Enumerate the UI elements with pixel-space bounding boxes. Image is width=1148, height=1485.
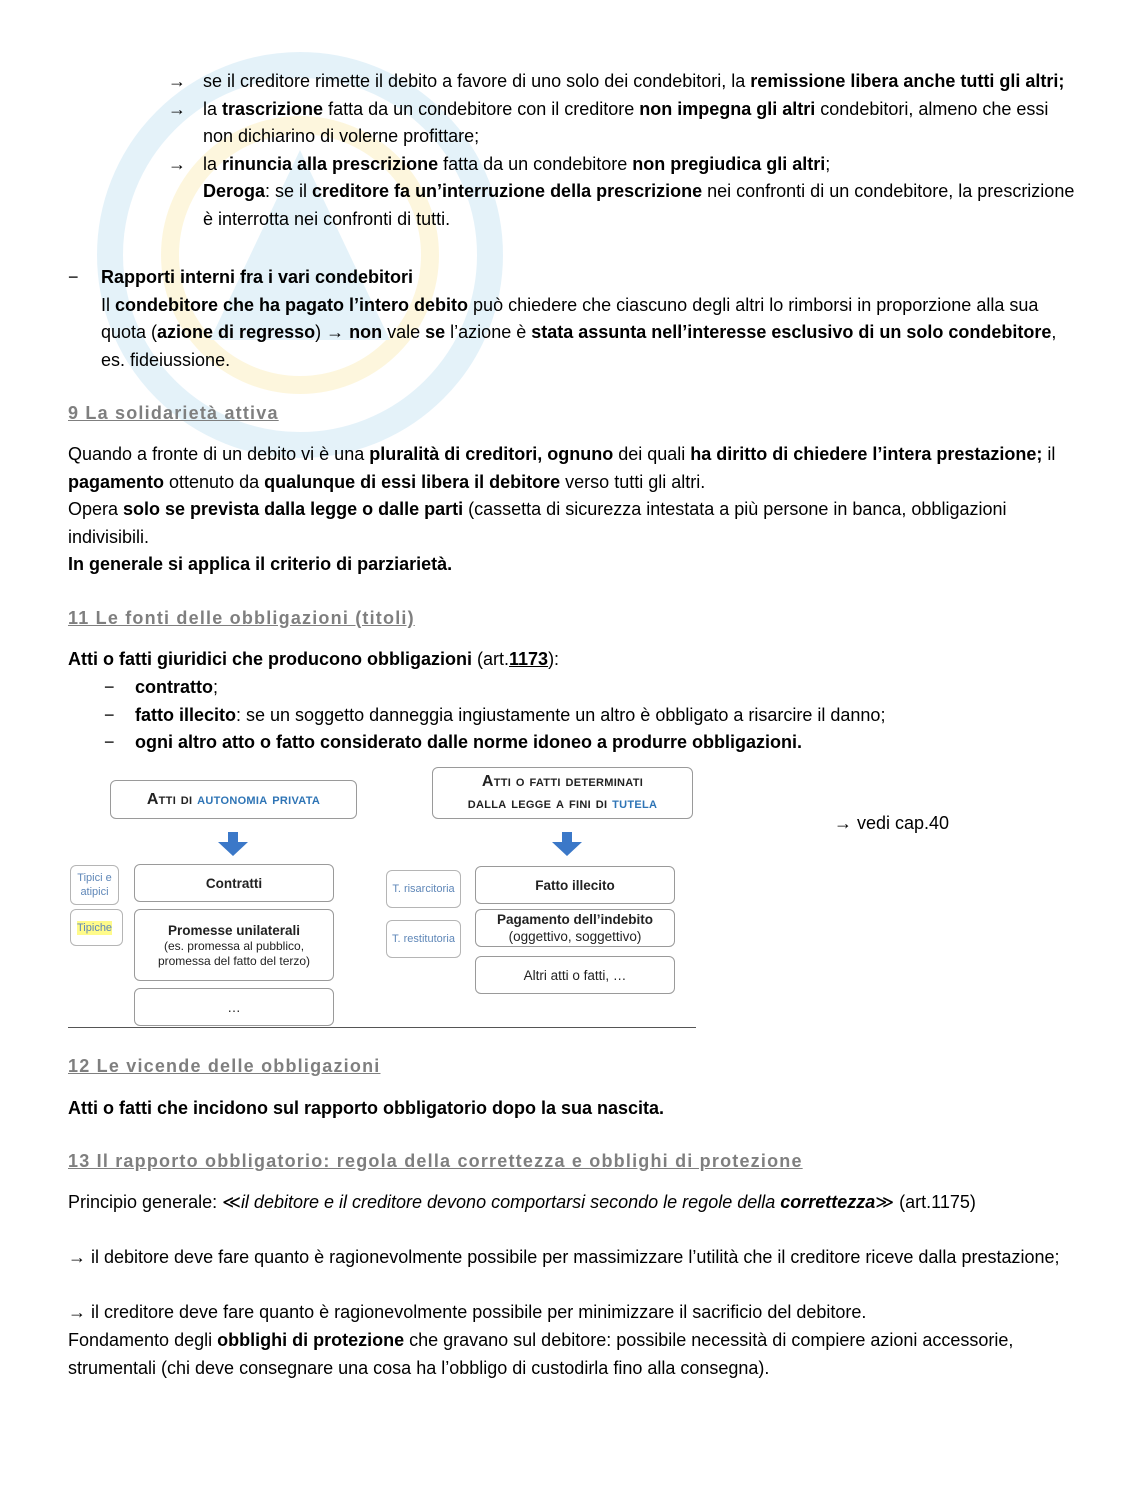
dash-marker: − bbox=[104, 677, 115, 697]
text: T. risarcitoria bbox=[392, 883, 455, 895]
section-13-paragraph-3: → il creditore deve fare quanto è ragionevolmente possibile per minimizzare il sacrificio del debitore. bbox=[68, 1302, 867, 1322]
text: autonomia privata bbox=[197, 790, 321, 808]
text: che gravano sul debitore: possibile necessità di compiere azioni accessorie, strumentali (chi deve consegnare una cosa ha l’obbligo di custodirla fino alla consegna). bbox=[68, 1330, 1014, 1378]
arrow-marker: → bbox=[168, 153, 186, 174]
dash-marker: − bbox=[68, 267, 79, 287]
bold-text: Pagamento dell’indebito bbox=[496, 912, 653, 927]
pagamento-indebito-box bbox=[475, 909, 675, 947]
text: ottenuto da bbox=[164, 471, 265, 492]
text: (es. promessa al pubblico, promessa del fatto del terzo) bbox=[157, 938, 311, 968]
bold-text: non impegna gli altri bbox=[639, 98, 816, 119]
rapporti-paragraph bbox=[101, 292, 1058, 375]
arrow-item bbox=[168, 96, 1078, 151]
text: Principio generale: ≪ bbox=[68, 1192, 241, 1212]
altri-atti-box bbox=[475, 956, 675, 994]
dash-marker: − bbox=[104, 732, 115, 752]
section-9-paragraph-2 bbox=[68, 496, 1048, 551]
bold-text: ha diritto di chiedere l’intera prestazione; bbox=[690, 444, 1043, 464]
text: dalla legge a fini di bbox=[467, 795, 613, 812]
bold-text: azione di regresso bbox=[157, 322, 316, 342]
bold-text: creditore fa un’interruzione della prescrizione bbox=[312, 181, 703, 201]
down-arrow-icon bbox=[552, 832, 582, 856]
fatto-illecito-box bbox=[475, 866, 675, 904]
section-9-paragraph-3 bbox=[68, 551, 1068, 579]
text: : se un soggetto danneggia ingiustamente un altro è obbligato a risarcire il danno; bbox=[236, 704, 886, 725]
bold-text: se bbox=[425, 322, 446, 342]
arrow-marker: → bbox=[168, 71, 186, 91]
text: ) → bbox=[315, 322, 350, 342]
text: Fondamento degli bbox=[68, 1330, 218, 1350]
bold-text: remissione libera anche tutti gli altri; bbox=[750, 71, 1065, 91]
arrow-item bbox=[168, 151, 1078, 234]
text: Atti di bbox=[146, 790, 198, 808]
bold-text: fatto illecito bbox=[135, 704, 237, 725]
section-9-paragraph-1 bbox=[68, 441, 1068, 496]
section-11-intro bbox=[68, 646, 1068, 674]
section-9-heading: 9 La solidarietà attiva bbox=[68, 403, 279, 423]
text: : se il bbox=[265, 181, 313, 201]
bold-text: Atti o fatti che incidono sul rapporto obbligatorio dopo la sua nascita. bbox=[68, 1098, 665, 1118]
section-12-paragraph bbox=[68, 1095, 1068, 1123]
bold-text: qualunque di essi libera il debitore bbox=[264, 471, 561, 492]
bold-text: stata assunta nell’interesse esclusivo di un solo condebitore bbox=[531, 322, 1052, 342]
diagram-baseline bbox=[68, 1027, 696, 1028]
text: ): bbox=[548, 649, 560, 669]
text: T. restitutoria bbox=[392, 933, 455, 945]
vedi-cap-note: → vedi cap.40 bbox=[834, 813, 950, 833]
text: (cassetta di sicurezza intestata a più persone in banca, obbligazioni indivisibili. bbox=[68, 499, 1007, 547]
bold-text: contratto bbox=[135, 677, 213, 697]
bold-italic-text: correttezza bbox=[780, 1192, 876, 1212]
text: nei confronti di un condebitore, la prescrizione è interrotta nei confronti di tutti. bbox=[203, 181, 1075, 229]
text: dei quali bbox=[613, 444, 691, 464]
text: il bbox=[1042, 444, 1056, 464]
bold-text: solo se prevista dalla legge o dalle parti bbox=[123, 499, 464, 519]
text: Contratti bbox=[205, 875, 263, 891]
text: Quando a fronte di un debito vi è una bbox=[68, 444, 370, 464]
contratti-box bbox=[134, 864, 334, 902]
text: , es. fideiussione. bbox=[101, 322, 1057, 370]
section-13-paragraph-1 bbox=[68, 1189, 1028, 1217]
text: se il creditore rimette il debito a favore di uno solo dei condebitori, la bbox=[203, 71, 751, 91]
text: ; bbox=[825, 153, 831, 174]
bold-text: Deroga bbox=[203, 181, 266, 201]
rapporti-title: Rapporti interni fra i vari condebitori bbox=[101, 267, 414, 287]
bold-text: trascrizione bbox=[222, 98, 324, 119]
text: (oggettivo, soggettivo) bbox=[508, 929, 642, 944]
list-item bbox=[104, 674, 885, 702]
bold-text: non pregiudica gli altri bbox=[632, 153, 826, 174]
dash-marker: − bbox=[104, 704, 115, 725]
list-item bbox=[104, 729, 885, 757]
bold-text: Promesse unilaterali bbox=[167, 922, 301, 938]
deroga-paragraph bbox=[203, 178, 1078, 233]
text: vale bbox=[382, 322, 426, 342]
section-13-paragraph-4 bbox=[68, 1327, 1068, 1382]
section-13-heading: 13 Il rapporto obbligatorio: regola della correttezza e obblighi di protezione bbox=[68, 1151, 803, 1171]
text: ≫ (art.1175) bbox=[875, 1192, 976, 1212]
ellipsis-box bbox=[134, 988, 334, 1026]
text: Tipici e atipici bbox=[77, 872, 112, 898]
text: fatta da un condebitore bbox=[438, 153, 633, 174]
bold-text: In generale si applica il criterio di parziarietà. bbox=[68, 554, 453, 574]
rapporti-interni-block bbox=[68, 264, 1058, 374]
bold-text: pagamento bbox=[68, 471, 165, 492]
arrow-item bbox=[168, 68, 1078, 96]
fonti-list bbox=[104, 674, 885, 757]
text: può chiedere che ciascuno degli altri lo rimborsi in proporzione alla sua quota ( bbox=[101, 294, 1039, 342]
section-13-paragraph-2: → il debitore deve fare quanto è ragionevolmente possibile per massimizzare l’utilità che il creditore riceve dalla prestazione; bbox=[68, 1247, 1060, 1267]
article-link[interactable]: 1173 bbox=[509, 649, 549, 669]
list-item bbox=[104, 702, 885, 730]
text: condebitori, almeno che essi non dichiarino di volerne profittare; bbox=[203, 98, 1049, 146]
text: tutela bbox=[612, 795, 658, 812]
bold-text: pluralità di creditori, ognuno bbox=[369, 444, 614, 464]
bold-text: rinuncia alla prescrizione bbox=[222, 153, 439, 174]
text: fatta da un condebitore con il creditore bbox=[323, 98, 640, 119]
tag-tipiche bbox=[70, 909, 123, 946]
text: Atti o fatti determinati bbox=[481, 773, 644, 790]
down-arrow-icon bbox=[218, 832, 248, 856]
tag-risarcitoria bbox=[386, 870, 461, 908]
dash-item bbox=[68, 264, 1058, 374]
text: verso tutti gli altri. bbox=[560, 471, 706, 492]
text: ; bbox=[213, 677, 219, 697]
text: l’azione è bbox=[445, 322, 532, 342]
text: … bbox=[227, 999, 241, 1015]
section-11-heading: 11 Le fonti delle obbligazioni (titoli) bbox=[68, 608, 415, 628]
fonti-diagram bbox=[68, 764, 696, 1028]
text: (art. bbox=[471, 649, 509, 669]
text: la bbox=[203, 98, 223, 119]
text: Opera bbox=[68, 499, 124, 519]
text: la bbox=[203, 153, 223, 174]
arrow-list bbox=[168, 68, 1078, 233]
bold-text: Atti o fatti giuridici che producono obbligazioni bbox=[68, 649, 472, 669]
arrow-marker: → bbox=[168, 98, 186, 119]
bold-text: ogni altro atto o fatto considerato dalle norme idoneo a produrre obbligazioni. bbox=[135, 732, 803, 752]
section-12-heading: 12 Le vicende delle obbligazioni bbox=[68, 1056, 381, 1076]
autonomia-privata-box bbox=[110, 780, 357, 819]
text: Fatto illecito bbox=[535, 877, 615, 893]
text: Altri atti o fatti, … bbox=[523, 967, 627, 983]
italic-text: il debitore e il creditore devono comportarsi secondo le regole della bbox=[240, 1192, 781, 1212]
text: Il bbox=[101, 294, 116, 315]
bold-text: obblighi di protezione bbox=[217, 1330, 405, 1350]
tag-tipici-atipici bbox=[70, 865, 119, 905]
bold-text: condebitore che ha pagato l’intero debito bbox=[115, 294, 469, 315]
tag-restitutoria bbox=[386, 920, 461, 958]
bold-text: non bbox=[349, 322, 383, 342]
fini-di-tutela-box bbox=[432, 767, 693, 819]
promesse-unilaterali-box bbox=[134, 909, 334, 981]
highlighted-text: Tipiche bbox=[77, 921, 113, 934]
